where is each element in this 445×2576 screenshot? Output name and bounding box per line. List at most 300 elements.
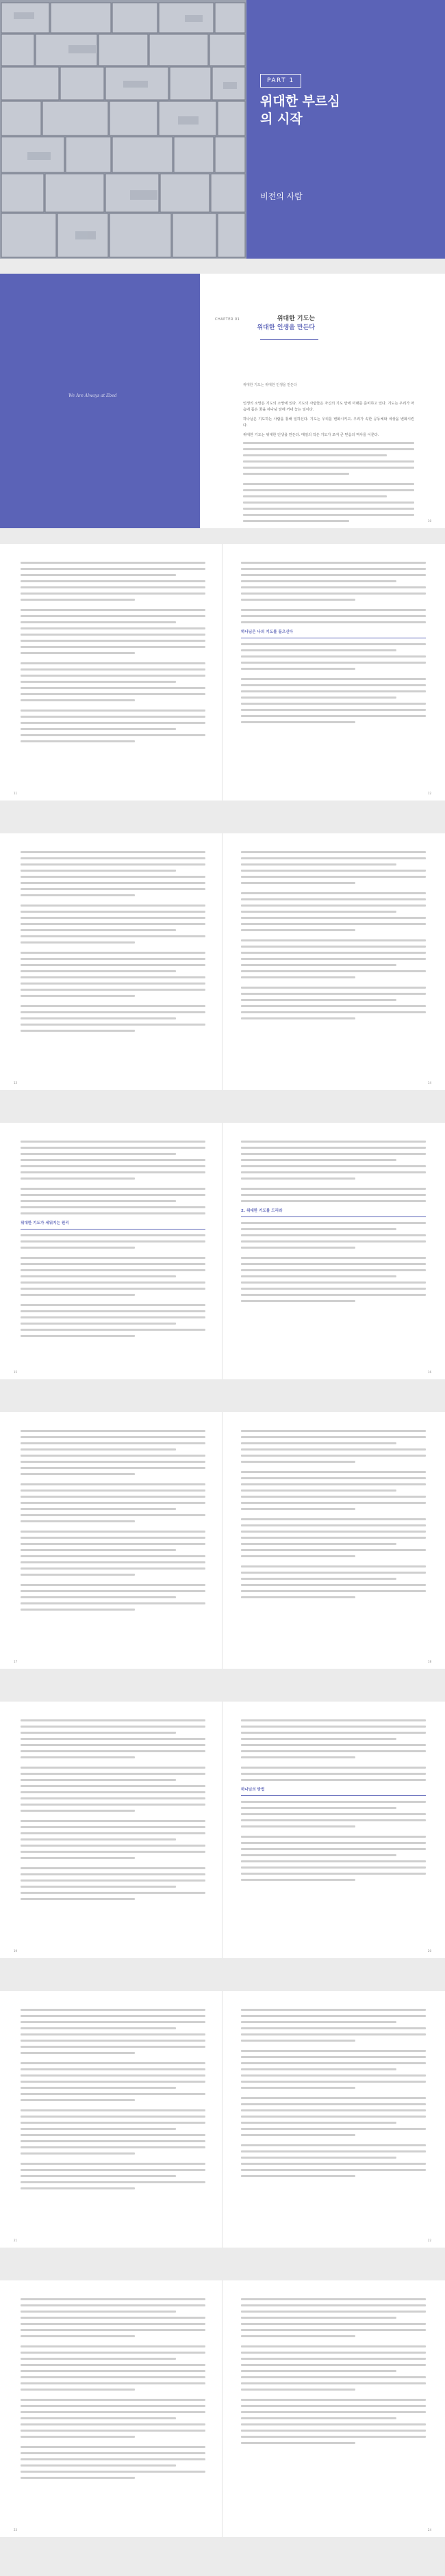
text-line — [21, 1240, 205, 1243]
text-line — [21, 1826, 205, 1828]
text-line — [241, 586, 426, 588]
page-number-right: 22 — [427, 2239, 431, 2242]
text-line — [21, 593, 205, 595]
text-line — [21, 2122, 205, 2124]
text-line — [21, 1820, 205, 1822]
text-line — [21, 1147, 205, 1149]
text-line — [21, 2364, 205, 2366]
text-line — [241, 1590, 426, 1592]
text-line — [21, 1304, 205, 1306]
text-line — [241, 1436, 426, 1438]
chapter-opener-page — [0, 274, 445, 528]
text-line — [21, 917, 205, 919]
text-line — [21, 2411, 205, 2413]
text-line — [21, 2389, 135, 2391]
text-line — [21, 1561, 205, 1563]
text-line — [21, 2417, 176, 2419]
text-line — [241, 1726, 426, 1728]
section-heading: 하나님의 방법 — [241, 1788, 265, 1792]
text-line — [241, 923, 426, 925]
left-page-column — [21, 1141, 205, 1341]
text-line — [21, 2087, 176, 2089]
text-line — [21, 882, 205, 884]
text-line — [21, 2009, 205, 2011]
text-line — [241, 2033, 426, 2035]
text-line — [241, 876, 426, 878]
text-line — [21, 1005, 205, 1007]
text-line — [21, 970, 176, 972]
text-line — [21, 1732, 176, 1734]
text-line — [21, 580, 205, 582]
text-line — [21, 599, 135, 601]
book-spread-page — [0, 1412, 445, 1669]
text-line — [21, 1165, 205, 1167]
text-line — [21, 1543, 205, 1545]
text-line — [241, 1719, 426, 1721]
text-line — [241, 1282, 426, 1284]
text-line — [21, 1030, 135, 1032]
text-line — [241, 939, 426, 941]
text-line — [21, 693, 205, 695]
text-line — [21, 2140, 205, 2142]
right-page-column — [241, 2298, 426, 2448]
chapter-paragraph: 하나님은 기도하는 사람을 통해 일하신다. 기도는 우리를 변화시키고, 우리가 속한 공동체와 세상을 변화시킨다. — [243, 417, 414, 428]
text-line — [241, 2122, 396, 2124]
text-line — [241, 2358, 426, 2360]
text-line — [21, 857, 205, 859]
text-line — [241, 976, 355, 978]
text-line — [21, 2304, 205, 2306]
text-line — [21, 1867, 205, 1869]
text-line — [241, 1477, 426, 1479]
text-line — [21, 609, 205, 611]
text-line — [21, 1779, 176, 1781]
text-line — [241, 2399, 426, 2401]
text-line — [241, 1288, 426, 1290]
text-line — [241, 1836, 426, 1838]
text-line — [21, 1892, 205, 1894]
page-number-left: 11 — [14, 792, 18, 795]
text-line — [241, 1017, 355, 1019]
text-line — [21, 2298, 205, 2300]
text-line — [21, 1316, 205, 1318]
page-number-right: 12 — [427, 792, 431, 795]
text-line — [241, 2056, 426, 2058]
text-line — [21, 911, 205, 913]
text-line — [241, 697, 396, 699]
text-line — [241, 649, 396, 651]
text-line — [241, 1171, 426, 1173]
text-line — [21, 740, 135, 742]
text-line — [21, 2405, 205, 2407]
text-line — [241, 574, 426, 576]
text-line — [21, 562, 205, 564]
text-line — [21, 1873, 205, 1875]
text-line — [21, 2046, 205, 2048]
text-line — [241, 709, 426, 711]
chapter-title-rule — [260, 339, 318, 340]
text-line — [241, 562, 426, 564]
text-line — [21, 2329, 205, 2331]
text-line — [241, 1543, 396, 1545]
text-line — [21, 646, 205, 648]
text-line — [241, 1879, 355, 1881]
text-line — [21, 935, 205, 937]
chapter-band-caption: We Are Always at Ebed — [68, 393, 117, 398]
text-line — [241, 2097, 426, 2099]
text-line — [241, 593, 426, 595]
text-line — [241, 1854, 396, 1856]
text-line — [241, 2062, 426, 2064]
text-line — [21, 1141, 205, 1143]
text-line — [241, 615, 426, 617]
text-line — [241, 2068, 396, 2070]
text-line — [21, 2399, 205, 2401]
text-line — [241, 2376, 426, 2378]
text-line — [241, 1269, 426, 1271]
text-line — [241, 1153, 426, 1155]
text-line — [21, 2134, 205, 2136]
text-line — [241, 1518, 426, 1520]
text-line — [241, 2329, 426, 2331]
text-line — [21, 2376, 205, 2378]
text-line — [241, 898, 426, 900]
text-line — [21, 1719, 205, 1721]
text-line — [241, 1578, 396, 1580]
text-line — [21, 1785, 205, 1787]
text-line — [241, 2021, 396, 2023]
text-line — [21, 2062, 205, 2064]
text-line — [241, 2298, 426, 2300]
text-line — [241, 2405, 426, 2407]
text-line — [21, 722, 205, 724]
text-line — [21, 710, 205, 712]
text-line — [241, 721, 355, 723]
text-line — [21, 989, 205, 991]
text-line — [21, 1188, 205, 1190]
chapter-title-line2: 위대한 인생을 만든다 — [257, 324, 315, 331]
text-line — [241, 1228, 396, 1230]
text-line — [21, 1282, 205, 1284]
text-line — [21, 1879, 205, 1882]
page-number-left: 15 — [14, 1370, 18, 1374]
right-page-column — [241, 851, 426, 1024]
text-line — [241, 2352, 426, 2354]
text-line — [21, 995, 135, 997]
text-line — [241, 1263, 426, 1265]
text-line — [241, 662, 426, 664]
text-line — [241, 1188, 426, 1190]
right-page-column — [241, 1141, 426, 1306]
text-line — [241, 1483, 426, 1485]
text-line — [21, 1744, 205, 1746]
text-line — [21, 1567, 205, 1570]
text-line — [241, 892, 426, 894]
text-line — [241, 964, 396, 966]
text-line — [241, 987, 426, 989]
text-line — [21, 894, 135, 896]
text-line — [241, 863, 396, 866]
text-line — [21, 675, 205, 677]
text-line — [241, 1584, 426, 1586]
text-line — [241, 2370, 396, 2372]
text-line — [21, 2452, 205, 2454]
text-line — [241, 678, 426, 680]
text-line — [241, 2103, 426, 2105]
text-line — [21, 568, 205, 570]
text-line — [21, 1200, 176, 1202]
text-line — [21, 615, 205, 617]
chapter-number: CHAPTER 01 — [215, 317, 240, 322]
chapter-paragraph: 인생의 소망은 기도의 소망에 있다. 기도의 사람들은 자신의 기도 안에 미래를 준비하고 있다. 기도는 우리가 마음에 품은 꿈을 하나님 앞에 꺼내 놓는 일이다. — [243, 402, 414, 412]
text-line — [21, 1502, 205, 1504]
text-line — [241, 2442, 355, 2444]
right-page-column — [241, 1430, 426, 1602]
text-line — [21, 2052, 135, 2054]
text-line — [21, 621, 176, 623]
text-line — [241, 2128, 426, 2130]
text-line — [21, 952, 205, 954]
text-line — [241, 2417, 396, 2419]
text-line — [21, 1886, 176, 1888]
text-line — [241, 1448, 426, 1450]
text-line — [21, 851, 205, 853]
text-line — [241, 2134, 355, 2136]
text-line — [241, 1596, 355, 1598]
text-line — [21, 699, 135, 701]
page-number-left: 17 — [14, 1660, 18, 1663]
text-line — [21, 1726, 205, 1728]
text-line — [241, 1848, 426, 1850]
text-line — [241, 2157, 396, 2159]
text-line — [241, 1159, 396, 1161]
text-line — [21, 1750, 205, 1752]
text-line — [241, 1572, 426, 1574]
text-line — [241, 2411, 426, 2413]
page-number: 10 — [427, 519, 431, 523]
text-line — [241, 1234, 426, 1236]
text-line — [21, 1263, 205, 1265]
text-line — [21, 2323, 205, 2325]
text-line — [241, 1294, 426, 1296]
left-page-column — [21, 851, 205, 1036]
book-spread-page — [0, 2280, 445, 2537]
text-line — [21, 1756, 135, 1758]
text-line — [21, 1194, 205, 1196]
text-line — [241, 1502, 426, 1504]
page-number-right: 24 — [427, 2528, 431, 2532]
text-line — [241, 1222, 426, 1224]
text-line — [241, 1744, 426, 1746]
text-line — [241, 929, 355, 931]
text-line — [21, 634, 205, 636]
text-line — [21, 681, 176, 683]
text-line — [241, 1005, 426, 1007]
text-line — [21, 2464, 176, 2467]
text-line — [241, 857, 426, 859]
text-line — [241, 2040, 355, 2042]
chapter-title-line1: 위대한 기도는 — [277, 315, 315, 322]
text-line — [21, 2436, 135, 2438]
text-line — [21, 1011, 205, 1013]
text-line — [21, 1467, 205, 1469]
text-line — [241, 1247, 355, 1249]
text-line — [241, 952, 426, 954]
text-line — [241, 1732, 426, 1734]
text-line — [241, 2175, 355, 2177]
text-line — [241, 2311, 426, 2313]
text-line — [21, 1442, 205, 1444]
text-line — [21, 2352, 205, 2354]
section-rule — [241, 1795, 426, 1796]
text-line — [21, 976, 205, 978]
text-line — [241, 905, 426, 907]
text-line — [21, 941, 135, 944]
text-line — [241, 2087, 355, 2089]
text-line — [21, 1257, 205, 1259]
text-line — [241, 2323, 426, 2325]
text-line — [21, 1294, 135, 1296]
text-line — [241, 911, 396, 913]
text-line — [21, 1430, 205, 1432]
text-line — [21, 923, 205, 925]
text-line — [21, 1489, 205, 1492]
text-line — [241, 1807, 396, 1809]
text-line — [21, 983, 205, 985]
text-line — [21, 2382, 205, 2384]
text-line — [21, 1473, 135, 1475]
text-line — [241, 1200, 426, 1202]
text-line — [241, 1275, 396, 1277]
text-line — [21, 2015, 205, 2017]
book-spread-page — [0, 1702, 445, 1958]
text-line — [21, 1206, 205, 1208]
text-line — [21, 2175, 176, 2177]
left-page-column — [21, 2009, 205, 2194]
text-line — [21, 734, 205, 736]
left-page-column — [21, 2298, 205, 2483]
text-line — [21, 1329, 205, 1331]
text-line — [241, 1825, 355, 1827]
text-line — [241, 1819, 426, 1821]
text-line — [241, 2317, 396, 2319]
text-line — [241, 1461, 355, 1463]
text-line — [21, 1738, 205, 1740]
text-line — [241, 2050, 426, 2052]
text-line — [21, 2370, 205, 2372]
text-line — [21, 1024, 205, 1026]
text-line — [21, 1514, 205, 1516]
page-number-left: 21 — [14, 2239, 18, 2242]
text-line — [241, 1508, 355, 1510]
text-line — [21, 668, 205, 671]
text-line — [21, 2021, 205, 2023]
left-page-column — [21, 1430, 205, 1615]
text-line — [241, 655, 426, 658]
text-line — [21, 2033, 205, 2035]
text-line — [21, 1609, 135, 1611]
text-line — [241, 1873, 426, 1875]
text-line — [241, 2430, 426, 2432]
text-line — [241, 2074, 426, 2077]
text-line — [21, 1323, 176, 1325]
text-line — [241, 1141, 426, 1143]
right-page-column — [241, 2009, 426, 2181]
text-line — [21, 888, 205, 890]
text-line — [241, 1471, 426, 1473]
part-title-panel — [246, 0, 445, 259]
text-line — [21, 905, 205, 907]
text-line — [21, 1171, 205, 1173]
text-line — [241, 970, 426, 972]
text-line — [21, 2116, 205, 2118]
text-line — [21, 2146, 205, 2148]
text-line — [241, 2150, 426, 2152]
text-line — [21, 2358, 176, 2360]
text-line — [241, 1813, 426, 1815]
text-line — [21, 1832, 205, 1834]
text-line — [21, 964, 205, 966]
text-line — [21, 728, 176, 730]
text-line — [241, 2081, 426, 2083]
text-line — [21, 586, 205, 588]
text-line — [21, 2446, 205, 2448]
text-line — [241, 1489, 396, 1492]
text-line — [241, 1178, 355, 1180]
text-line — [241, 1194, 426, 1196]
text-line — [21, 2430, 205, 2432]
text-line — [21, 1212, 205, 1214]
text-line — [21, 1461, 205, 1463]
part-cover-page — [0, 0, 445, 259]
text-line — [241, 999, 396, 1001]
text-line — [21, 2335, 135, 2337]
part-label: PART 1 — [260, 74, 301, 88]
text-line — [21, 2109, 205, 2111]
text-line — [21, 1845, 205, 1847]
text-line — [21, 2163, 205, 2165]
text-line — [21, 1857, 135, 1859]
text-line — [21, 1804, 205, 1806]
text-line — [21, 2169, 205, 2171]
text-line — [241, 1750, 426, 1752]
text-line — [21, 2093, 205, 2095]
text-line — [21, 687, 205, 689]
text-line — [241, 1455, 426, 1457]
text-line — [21, 1797, 205, 1799]
text-line — [21, 1549, 176, 1551]
chapter-body — [243, 401, 414, 526]
text-line — [21, 662, 205, 664]
text-line — [21, 1448, 176, 1450]
text-line — [21, 1483, 205, 1485]
chapter-paragraph: 위대한 기도는 위대한 인생을 만든다. 매일의 작은 기도가 모여 큰 믿음의 역사를 이룬다. — [243, 433, 379, 437]
text-line — [241, 703, 426, 705]
chapter-text-lines — [243, 442, 414, 522]
text-line — [241, 621, 426, 623]
text-line — [21, 1269, 205, 1271]
text-line — [241, 2423, 426, 2425]
page-number-left: 19 — [14, 1949, 18, 1953]
text-line — [241, 1860, 426, 1862]
text-line — [21, 2128, 176, 2130]
text-line — [241, 2015, 426, 2017]
text-line — [241, 1565, 426, 1567]
text-line — [241, 1779, 426, 1781]
text-line — [241, 599, 355, 601]
text-line — [21, 1153, 176, 1155]
book-spread-page — [0, 1991, 445, 2248]
